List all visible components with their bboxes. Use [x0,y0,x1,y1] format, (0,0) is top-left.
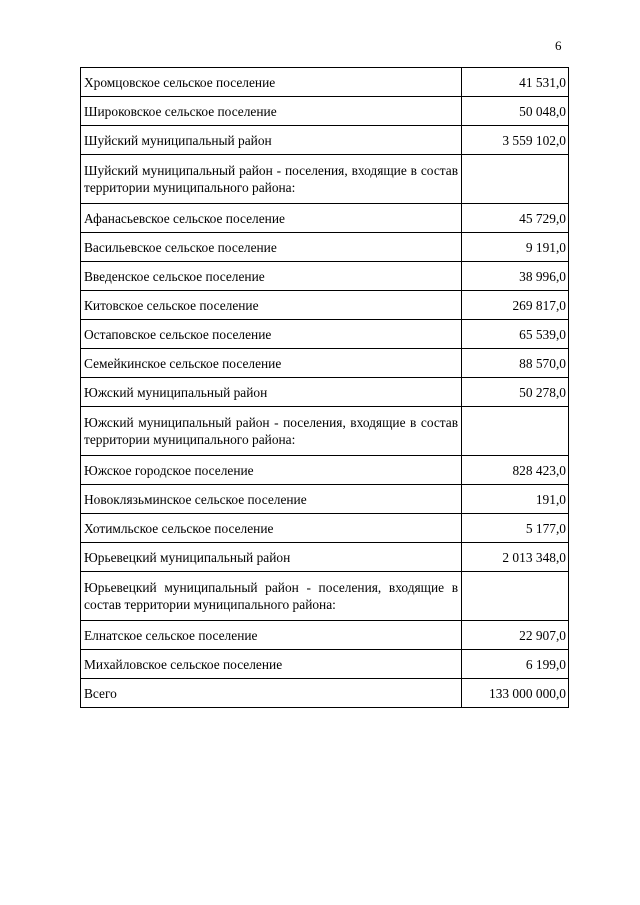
budget-allocation-table [80,67,569,708]
amount-cell: 9 191,0 [462,233,569,262]
page-number: 6 [555,38,562,53]
municipality-name-cell: Елнатское сельское поселение [81,621,462,650]
table-row [81,349,569,378]
table-row [81,320,569,349]
municipality-name-cell: Южский муниципальный район [81,378,462,407]
municipality-name-cell: Широковское сельское поселение [81,97,462,126]
municipality-name-cell: Новоклязьминское сельское поселение [81,485,462,514]
table-row [81,407,569,456]
table-row [81,514,569,543]
table-row [81,621,569,650]
table-row [81,456,569,485]
amount-cell [462,407,569,456]
amount-cell: 22 907,0 [462,621,569,650]
amount-cell: 191,0 [462,485,569,514]
amount-cell: 269 817,0 [462,291,569,320]
table-row [81,572,569,621]
amount-cell: 41 531,0 [462,68,569,97]
municipality-name-cell: Юрьевецкий муниципальный район - поселения, входящие в состав территории муниципального района: [81,572,462,621]
amount-cell: 3 559 102,0 [462,126,569,155]
table-row [81,204,569,233]
municipality-name-cell: Шуйский муниципальный район - поселения, входящие в состав территории муниципального района: [81,155,462,204]
table-row [81,291,569,320]
amount-cell: 2 013 348,0 [462,543,569,572]
amount-cell: 50 278,0 [462,378,569,407]
amount-cell [462,572,569,621]
municipality-name-cell: Афанасьевское сельское поселение [81,204,462,233]
municipality-name-cell: Шуйский муниципальный район [81,126,462,155]
amount-cell: 5 177,0 [462,514,569,543]
table-row [81,233,569,262]
amount-cell: 88 570,0 [462,349,569,378]
table-row [81,126,569,155]
amount-cell: 133 000 000,0 [462,679,569,708]
table-row [81,97,569,126]
amount-cell: 828 423,0 [462,456,569,485]
table-row [81,485,569,514]
amount-cell: 45 729,0 [462,204,569,233]
table-row [81,155,569,204]
municipality-name-cell: Юрьевецкий муниципальный район [81,543,462,572]
table-row [81,543,569,572]
municipality-name-cell: Всего [81,679,462,708]
amount-cell: 65 539,0 [462,320,569,349]
total-row [81,679,569,708]
municipality-name-cell: Южский муниципальный район - поселения, входящие в состав территории муниципального района: [81,407,462,456]
table-body [81,68,569,708]
municipality-name-cell: Введенское сельское поселение [81,262,462,291]
table-row [81,650,569,679]
amount-cell [462,155,569,204]
municipality-name-cell: Семейкинское сельское поселение [81,349,462,378]
municipality-name-cell: Васильевское сельское поселение [81,233,462,262]
amount-cell: 6 199,0 [462,650,569,679]
amount-cell: 50 048,0 [462,97,569,126]
municipality-name-cell: Хромцовское сельское поселение [81,68,462,97]
amount-cell: 38 996,0 [462,262,569,291]
table-row [81,68,569,97]
municipality-name-cell: Южское городское поселение [81,456,462,485]
municipality-name-cell: Хотимльское сельское поселение [81,514,462,543]
municipality-name-cell: Китовское сельское поселение [81,291,462,320]
municipality-name-cell: Остаповское сельское поселение [81,320,462,349]
table-row [81,378,569,407]
table-row [81,262,569,291]
municipality-name-cell: Михайловское сельское поселение [81,650,462,679]
